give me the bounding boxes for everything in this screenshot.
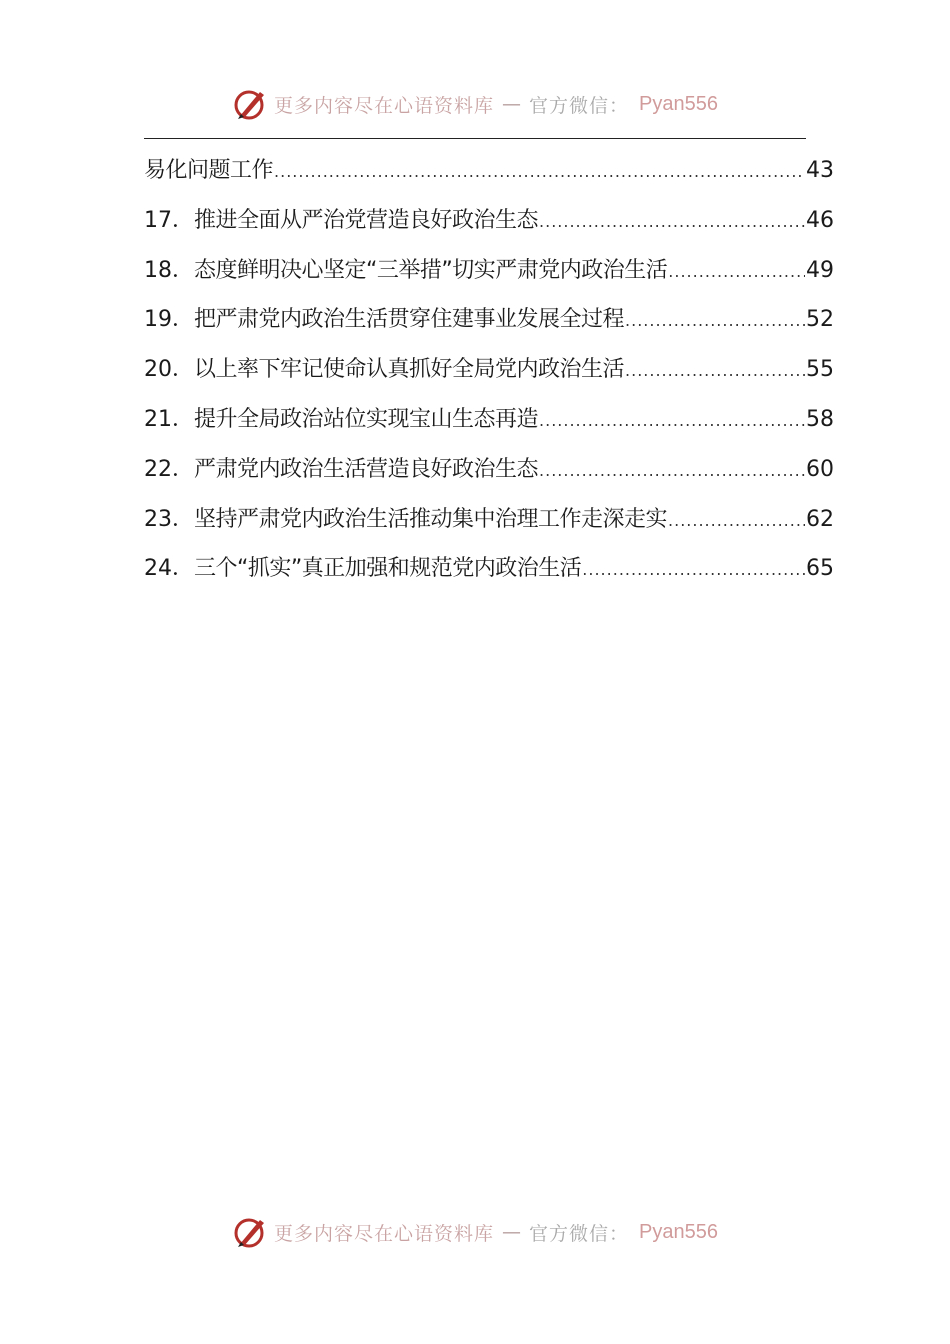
toc-entry-page: 52 <box>806 307 834 333</box>
toc-entry-page: 65 <box>806 556 834 582</box>
toc-leader-dots <box>539 201 805 243</box>
header-divider <box>144 138 806 139</box>
toc-entry-number: 21． <box>144 406 194 432</box>
pen-logo-icon <box>232 1214 268 1250</box>
pen-logo-icon <box>232 86 268 122</box>
toc-entry-number: 20． <box>144 357 194 383</box>
banner-separator: — <box>502 1221 522 1243</box>
banner-wechat-label: 官方微信： <box>529 94 630 117</box>
banner-wechat-id: Pyan556 <box>639 92 718 115</box>
toc-entry[interactable] <box>144 150 834 200</box>
toc-leader-dots <box>582 549 805 591</box>
toc-entry-page: 49 <box>806 257 834 283</box>
toc-leader-dots <box>539 400 805 442</box>
toc-entry-number: 18． <box>144 257 194 283</box>
toc-entry[interactable] <box>144 449 834 499</box>
toc-entry-page: 62 <box>806 506 834 532</box>
toc-entry[interactable] <box>144 299 834 349</box>
toc-entry-number: 24． <box>144 556 194 582</box>
banner-separator: — <box>502 93 522 115</box>
toc-entry-number: 23． <box>144 506 194 532</box>
toc-leader-dots <box>625 300 805 342</box>
footer-banner <box>0 1212 950 1252</box>
header-banner <box>0 84 950 124</box>
banner-text: 更多内容尽在心语资料库 <box>274 1222 495 1245</box>
toc-entry-title: 以上率下牢记使命认真抓好全局党内政治生活 <box>194 357 625 383</box>
toc-leader-dots <box>668 251 805 293</box>
toc-entry-title: 态度鲜明决心坚定“三举措”切实严肃党内政治生活 <box>194 257 668 283</box>
toc-entry-title: 坚持严肃党内政治生活推动集中治理工作走深走实 <box>194 506 668 532</box>
toc-entry[interactable] <box>144 250 834 300</box>
toc-entry-title: 推进全面从严治党营造良好政治生态 <box>194 207 539 233</box>
toc-entry-title: 严肃党内政治生活营造良好政治生态 <box>194 456 539 482</box>
toc-entry[interactable] <box>144 349 834 399</box>
toc-entry[interactable] <box>144 499 834 549</box>
toc-entry-title: 易化问题工作 <box>144 158 274 183</box>
table-of-contents <box>144 150 834 598</box>
toc-entry-page: 43 <box>806 158 834 183</box>
banner-text: 更多内容尽在心语资料库 <box>274 94 495 117</box>
toc-entry-title: 把严肃党内政治生活贯穿住建事业发展全过程 <box>194 307 625 333</box>
toc-entry[interactable] <box>144 548 834 598</box>
toc-leader-dots <box>625 350 805 392</box>
toc-entry-page: 55 <box>806 357 834 383</box>
toc-entry-number: 19． <box>144 307 194 333</box>
toc-leader-dots <box>274 151 805 193</box>
toc-entry-title: 三个“抓实”真正加强和规范党内政治生活 <box>194 556 582 582</box>
toc-entry-page: 46 <box>806 207 834 233</box>
toc-entry-page: 58 <box>806 406 834 432</box>
banner-wechat-id: Pyan556 <box>639 1220 718 1243</box>
toc-entry[interactable] <box>144 399 834 449</box>
toc-entry[interactable] <box>144 200 834 250</box>
toc-leader-dots <box>539 450 805 492</box>
toc-entry-page: 60 <box>806 456 834 482</box>
toc-entry-title: 提升全局政治站位实现宝山生态再造 <box>194 406 539 432</box>
toc-entry-number: 17． <box>144 207 194 233</box>
toc-entry-number: 22． <box>144 456 194 482</box>
banner-wechat-label: 官方微信： <box>529 1222 630 1245</box>
toc-leader-dots <box>668 500 805 542</box>
